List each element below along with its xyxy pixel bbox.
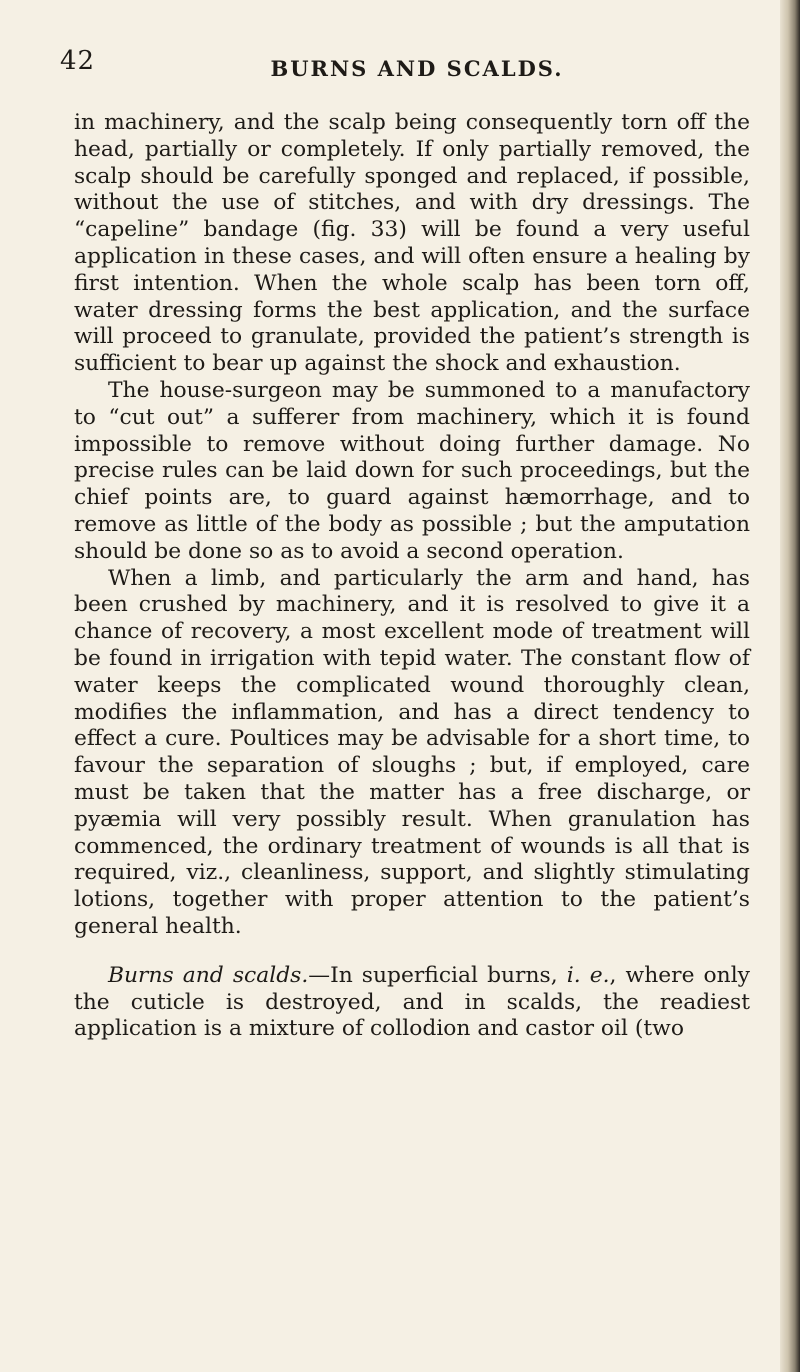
- paragraph-scalp-injury: in machinery, and the scalp being consequently torn off the head, partially or completely. If only partially removed, the scalp should be carefully sponged and replaced, if possible, without the use of stitches, and with dry dressings. The “capeline” bandage (fig. 33) will be found a very useful application in these cases, and will often ensure a healing by first intention. When the whole scalp has been torn off, water dressing forms the best application, and the surface will proceed to granulate, provided the patient’s strength is sufficient to bear up against the shock and exhaustion.: [74, 110, 750, 377]
- paragraph-cut-out-sufferer: The house-surgeon may be summoned to a manufactory to “cut out” a sufferer from machinery, which it is found impossible to remove without doing further damage. No precise rules can be laid down for such proceedings, but the chief points are, to guard against hæmorrhage, and to remove as little of the body as possible ; but the amputation should be done so as to avoid a second operation.: [74, 377, 750, 564]
- burns-text-continuation: , where only the cuticle is destroyed, and in scalds, the readiest application is a mixture of collodion and castor oil (two: [74, 962, 750, 1042]
- paragraph-gap: [74, 941, 750, 963]
- paragraph-crushed-limb: When a limb, and particularly the arm and hand, has been crushed by machinery, and it is resolved to give it a chance of recovery, a most excellent mode of treatment will be found in irrigation with tepid water. The constant flow of water keeps the complicated wound thoroughly clean, modifies the inflammation, and has a direct tendency to effect a cure. Poultices may be advisable for a short time, to favour the separation of sloughs ; but, if employed, care must be taken that the matter has a free discharge, or pyæmia will very possibly result. When granulation has commenced, the ordinary treatment of wounds is all that is required, viz., cleanliness, support, and slightly stimulating lotions, together with proper attention to the patient’s general health.: [74, 565, 750, 939]
- page-header: [60, 44, 762, 84]
- paragraph-burns-and-scalds: [74, 963, 750, 1043]
- abbreviation-ie: i. e.: [566, 962, 610, 988]
- burns-text-lead: —In superficial burns,: [308, 962, 558, 988]
- page-edge-shadow: [780, 0, 800, 1372]
- running-title: BURNS AND SCALDS.: [270, 56, 564, 81]
- section-heading-burns-and-scalds: Burns and scalds.: [108, 962, 309, 988]
- body-text: [74, 110, 750, 1043]
- page-number: 42: [60, 46, 96, 76]
